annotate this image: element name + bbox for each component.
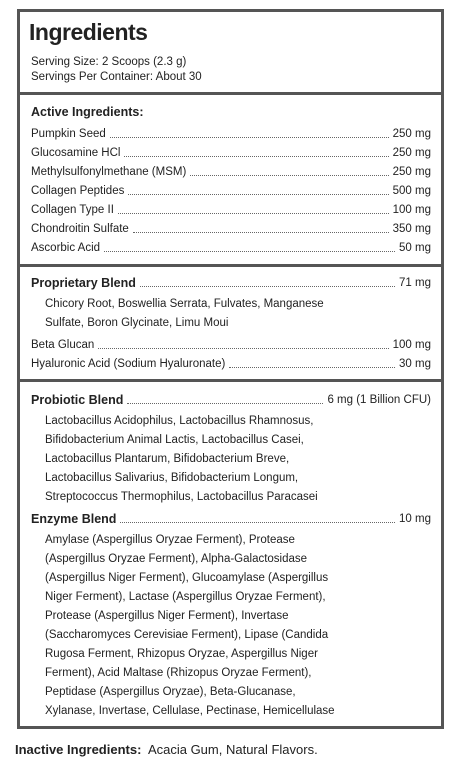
enzyme-blend-contents [45,531,335,721]
probiotic-blend-row [31,392,431,408]
ingredient-name: Collagen Peptides [31,185,125,197]
blend-contents-line: Peptidase (Aspergillus Oryzae), Beta-Glucanase, [45,686,296,698]
blend-name: Proprietary Blend [31,276,136,290]
ingredient-row [31,356,431,372]
ingredient-name: Chondroitin Sulfate [31,223,129,235]
probiotic-blend-contents [45,412,318,507]
ingredient-row [31,183,431,199]
inactive-ingredients-value: Acacia Gum, Natural Flavors. [147,742,318,757]
ingredient-row [31,337,431,353]
section-divider [20,92,441,95]
enzyme-blend-row [31,511,431,527]
dot-leader [133,232,389,233]
serving-size: Serving Size: 2 Scoops (2.3 g) [31,56,187,68]
ingredient-name: Pumpkin Seed [31,128,106,140]
inactive-ingredients [15,742,318,757]
ingredient-row [31,126,431,142]
blend-contents-line: Xylanase, Invertase, Cellulase, Pectinase, Hemicellulase [45,705,335,717]
blend-contents-line: Niger Ferment), Lactase (Aspergillus Oryzae Ferment), [45,591,326,603]
ingredient-amount: 250 mg [392,166,431,178]
ingredient-amount: 50 mg [399,242,431,254]
ingredient-row [31,240,431,256]
ingredient-amount: 250 mg [392,128,431,140]
blend-contents-line: Bifidobacterium Animal Lactis, Lactobacillus Casei, [45,434,304,446]
ingredient-amount: 100 mg [392,339,431,351]
dot-leader [120,522,395,523]
blend-amount: 71 mg [399,277,431,289]
ingredient-name: Beta Glucan [31,339,95,351]
ingredient-name: Hyaluronic Acid (Sodium Hyaluronate) [31,358,226,370]
ingredient-name: Glucosamine HCl [31,147,121,159]
proprietary-blend-contents [45,295,324,333]
dot-leader [118,213,389,214]
inactive-ingredients-label: Inactive Ingredients: [15,742,142,757]
dot-leader [128,194,388,195]
blend-name: Probiotic Blend [31,393,124,407]
ingredient-name: Ascorbic Acid [31,242,101,254]
blend-contents-line: Lactobacillus Plantarum, Bifidobacterium Breve, [45,453,290,465]
blend-name: Enzyme Blend [31,512,117,526]
blend-amount: 10 mg [399,513,431,525]
ingredient-amount: 500 mg [392,185,431,197]
active-ingredients-header: Active Ingredients: [31,105,144,119]
ingredient-amount: 100 mg [392,204,431,216]
section-divider [20,379,441,382]
servings-per-container: Servings Per Container: About 30 [31,71,202,83]
blend-contents-line: Amylase (Aspergillus Oryzae Ferment), Protease [45,534,295,546]
blend-contents-line: (Saccharomyces Cerevisiae Ferment), Lipase (Candida [45,629,329,641]
ingredient-row [31,164,431,180]
dot-leader [140,286,395,287]
blend-amount: 6 mg (1 Billion CFU) [327,394,431,406]
section-divider [20,264,441,267]
dot-leader [190,175,388,176]
blend-contents-line: Ferment), Acid Maltase (Rhizopus Oryzae Ferment), [45,667,312,679]
blend-contents-line: Sulfate, Boron Glycinate, Limu Moui [45,317,229,329]
proprietary-blend-row [31,275,431,291]
blend-contents-line: (Aspergillus Oryzae Ferment), Alpha-Galactosidase [45,553,308,565]
ingredient-name: Collagen Type II [31,204,114,216]
blend-contents-line: Protease (Aspergillus Niger Ferment), Invertase [45,610,289,622]
blend-contents-line: (Aspergillus Niger Ferment), Glucoamylase (Aspergillus [45,572,329,584]
ingredient-amount: 350 mg [392,223,431,235]
ingredient-amount: 30 mg [399,358,431,370]
ingredient-name: Methylsulfonylmethane (MSM) [31,166,187,178]
blend-contents-line: Streptococcus Thermophilus, Lactobacillus Paracasei [45,491,318,503]
panel-title: Ingredients [29,19,148,45]
blend-contents-line: Chicory Root, Boswellia Serrata, Fulvates, Manganese [45,298,324,310]
blend-contents-line: Lactobacillus Salivarius, Bifidobacterium Longum, [45,472,299,484]
dot-leader [127,403,323,404]
dot-leader [110,137,389,138]
ingredients-panel [17,9,444,729]
ingredient-row [31,221,431,237]
blend-contents-line: Lactobacillus Acidophilus, Lactobacillus Rhamnosus, [45,415,314,427]
dot-leader [104,251,395,252]
ingredient-amount: 250 mg [392,147,431,159]
ingredient-row [31,145,431,161]
blend-contents-line: Rugosa Ferment, Rhizopus Oryzae, Aspergillus Niger [45,648,318,660]
ingredient-row [31,202,431,218]
dot-leader [124,156,388,157]
dot-leader [98,348,388,349]
dot-leader [229,367,395,368]
